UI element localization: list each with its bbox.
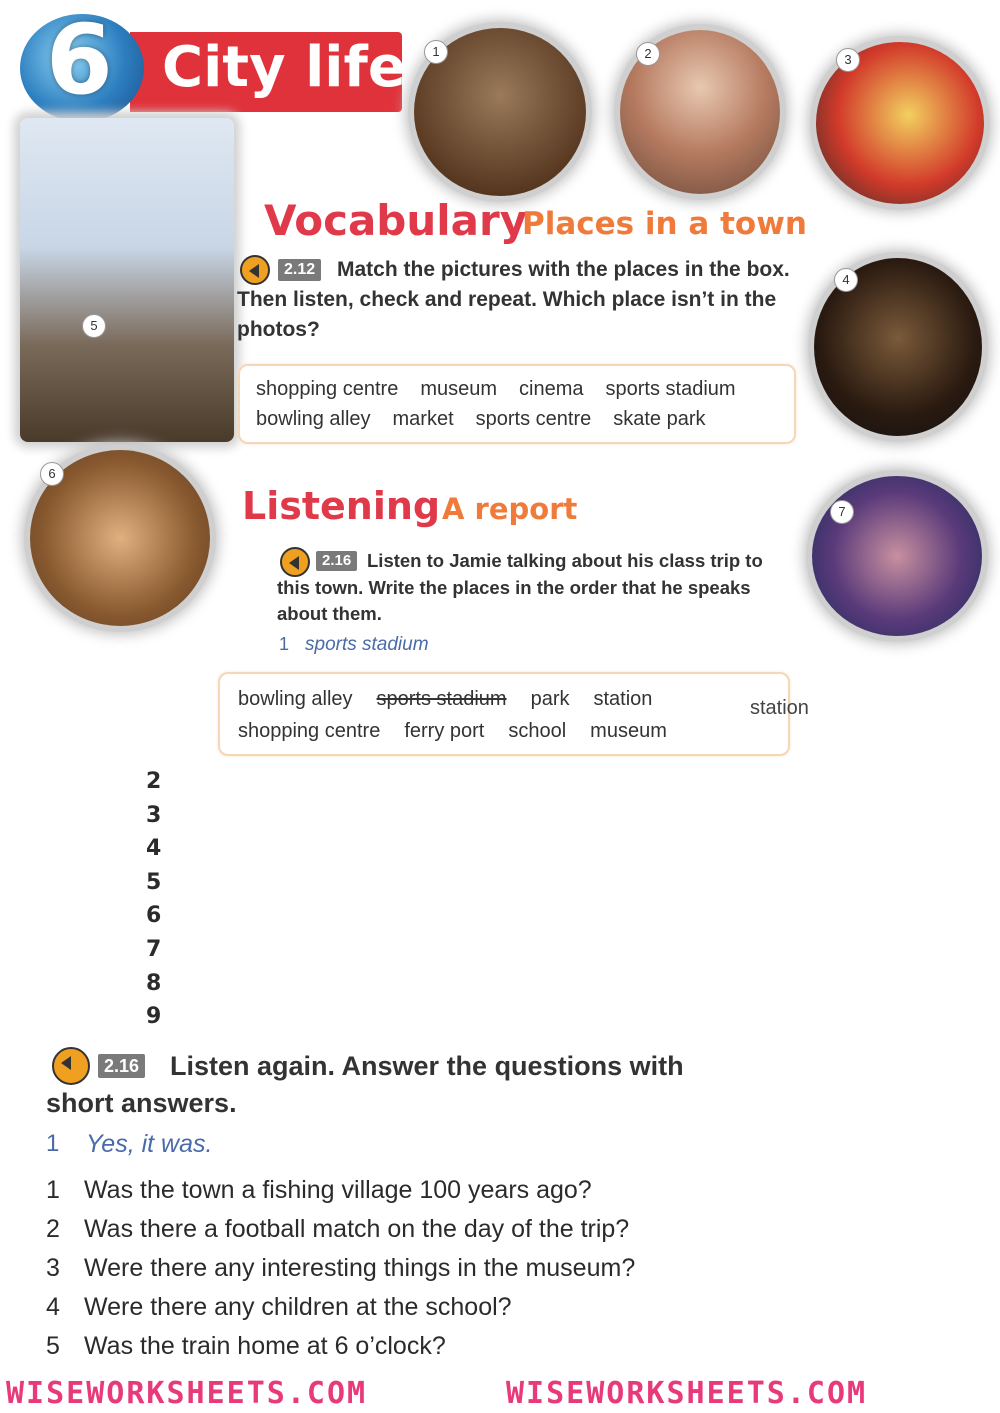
word-item: school bbox=[508, 720, 567, 742]
photo-5 bbox=[20, 118, 234, 442]
photo-number-badge: 1 bbox=[424, 40, 448, 64]
photo-number-badge: 5 bbox=[82, 314, 106, 338]
listening-instruction: Listen to Jamie talking about his class trip to this town. Write the places in the order that he speaks about them. bbox=[277, 550, 763, 624]
track-number: 2.16 bbox=[316, 551, 357, 571]
unit-number: 6 bbox=[46, 4, 113, 116]
word-item: bowling alley bbox=[238, 688, 353, 710]
question-text: Were there any interesting things in the museum? bbox=[84, 1254, 636, 1282]
answer-number: 7 bbox=[146, 936, 162, 962]
word-item: museum bbox=[420, 378, 498, 400]
question-number: 4 bbox=[46, 1293, 60, 1321]
vocabulary-word-box bbox=[238, 364, 796, 444]
word-item: station bbox=[593, 688, 653, 710]
photo-number-badge: 7 bbox=[830, 500, 854, 524]
word-item: museum bbox=[590, 720, 667, 742]
word-item: sports stadium bbox=[605, 378, 736, 400]
question-text: Was the town a fishing village 100 years ago? bbox=[84, 1176, 592, 1204]
watermark-text: WISEWORKSHEETS.COM bbox=[6, 1376, 368, 1411]
example-answer: sports stadium bbox=[305, 634, 429, 655]
question-text: Was there a football match on the day of the trip? bbox=[84, 1215, 630, 1243]
watermark-footer bbox=[0, 1374, 1000, 1413]
question-item bbox=[46, 1215, 629, 1244]
answer-number: 8 bbox=[146, 970, 162, 996]
word-item: ferry port bbox=[404, 720, 485, 742]
example-number: 1 bbox=[279, 634, 290, 654]
vocabulary-instruction: Match the pictures with the places in the box. Then listen, check and repeat. Which place isn’t in the photos? bbox=[237, 258, 790, 341]
question-item bbox=[46, 1176, 592, 1205]
vocabulary-heading: Vocabulary bbox=[264, 196, 528, 245]
photo-number-badge: 2 bbox=[636, 42, 660, 66]
vocabulary-subheading: Places in a town bbox=[522, 206, 807, 242]
word-item: skate park bbox=[613, 408, 706, 430]
question-text: Was the train home at 6 o’clock? bbox=[84, 1332, 446, 1360]
photo-number-badge: 6 bbox=[40, 462, 64, 486]
example-answer: Yes, it was. bbox=[86, 1130, 213, 1158]
answer-number: 3 bbox=[146, 802, 162, 828]
answer-number: 4 bbox=[146, 836, 162, 862]
watermark-text: WISEWORKSHEETS.COM bbox=[506, 1376, 868, 1411]
extra-word: station bbox=[750, 697, 809, 719]
track-number: 2.12 bbox=[278, 259, 321, 281]
question-list bbox=[46, 1176, 746, 1366]
listening-heading: Listening bbox=[242, 484, 441, 528]
word-item: sports centre bbox=[475, 408, 592, 430]
word-item: market bbox=[392, 408, 454, 430]
word-item: bowling alley bbox=[256, 408, 371, 430]
word-item-crossed: sports stadium bbox=[376, 688, 507, 710]
answer-number-list bbox=[146, 765, 161, 1034]
question-item bbox=[46, 1293, 512, 1322]
question-item bbox=[46, 1254, 635, 1283]
question-number: 3 bbox=[46, 1254, 60, 1282]
listening-subheading: A report bbox=[442, 492, 578, 526]
photo-number-badge: 4 bbox=[834, 268, 858, 292]
listening-word-box bbox=[218, 672, 790, 756]
answer-number: 6 bbox=[146, 903, 162, 929]
question-text: Were there any children at the school? bbox=[84, 1293, 512, 1321]
answer-number: 5 bbox=[146, 869, 162, 895]
word-item: cinema bbox=[519, 378, 584, 400]
question-item bbox=[46, 1332, 446, 1361]
question-number: 1 bbox=[46, 1176, 60, 1204]
example-number: 1 bbox=[46, 1130, 60, 1157]
listen-again-instruction: Listen again. Answer the questions with short answers. bbox=[46, 1051, 684, 1118]
answer-number: 2 bbox=[146, 769, 162, 794]
track-number: 2.16 bbox=[98, 1054, 145, 1078]
answer-number: 9 bbox=[146, 1004, 162, 1030]
word-item: shopping centre bbox=[256, 378, 399, 400]
question-number: 5 bbox=[46, 1332, 60, 1360]
unit-title: City life bbox=[162, 35, 406, 100]
word-item: park bbox=[530, 688, 570, 710]
photo-number-badge: 3 bbox=[836, 48, 860, 72]
word-item: shopping centre bbox=[238, 720, 381, 742]
question-number: 2 bbox=[46, 1215, 60, 1243]
